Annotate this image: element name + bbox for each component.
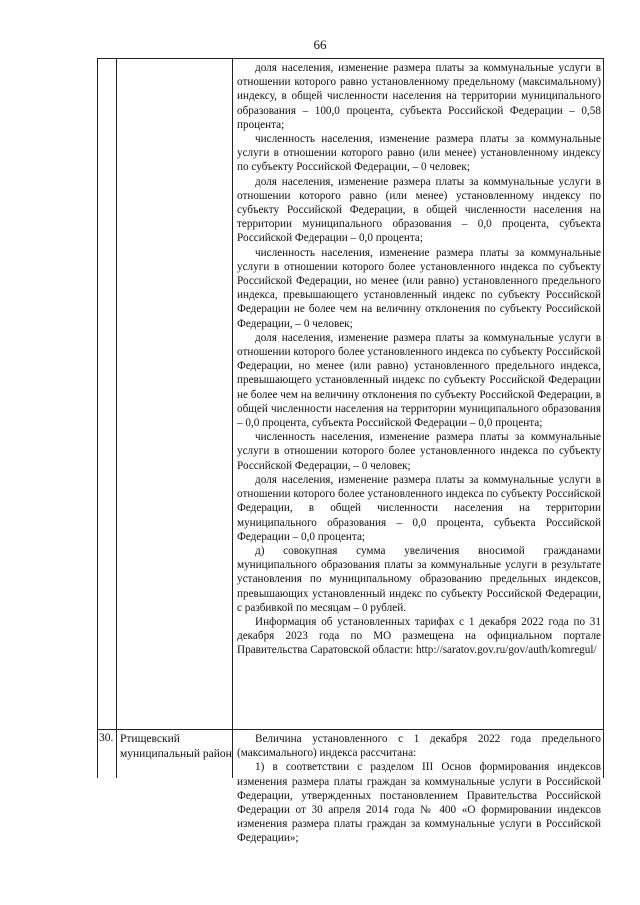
paragraph: доля населения, изменение размера платы за коммунальные услуги в отношении которого более установленного индекса по субъекту Российской Федерации, в общей численности населения на территории муниципального образования – 0,0 процента, субъекта Российской Федерации – 0,0 процента; — [237, 473, 601, 543]
row1-text — [237, 61, 601, 658]
paragraph: Информация об установленных тарифах с 1 декабря 2022 года по 31 декабря 2023 года по МО размещена на официальном портале Правительства Саратовской области: http://saratov.gov.ru/gov/auth/komregul/ — [237, 615, 601, 657]
municipality-name: Ртищевский муниципальный район — [120, 733, 232, 760]
paragraph: 1) в соответствии с разделом III Основ формирования индексов изменения размера платы граждан за коммунальные услуги в Российской Федерации, утвержденных постановлением Правительства Российской Федерации от 30 апреля 2014 года № 400 «О формировании индексов изменения размера платы граждан за коммунальные услуги в Российской Федерации»; — [237, 761, 601, 845]
paragraph: д) совокупная сумма увеличения вносимой гражданами муниципального образования платы за коммунальные услуги в результате установления по муниципальному образованию предельных индексов, превышающих установленный индекс по субъекту Российской Федерации, с разбивкой по месяцам – 0 рублей. — [237, 544, 601, 614]
row2-text — [237, 732, 601, 846]
paragraph: доля населения, изменение размера платы за коммунальные услуги в отношении которого равно установленному предельному (максимальному) индексу, в общей численности населения на территории муниципального образования – 100,0 процента, субъекта Российской Федерации – 0,58 процента; — [237, 62, 601, 131]
column-number — [98, 59, 117, 778]
row-number: 30. — [99, 732, 114, 744]
page-number: 66 — [313, 37, 327, 52]
paragraph: численность населения, изменение размера платы за коммунальные услуги в отношении которого более установленного индекса по субъекту Российской Федерации, но менее (или равно) установленного предельного индекса, превышающего установленный индекс по субъекту Российской Федерации не более чем на величину отклонения по субъекту Российской Федерации, – 0 человек; — [237, 246, 601, 330]
paragraph: Величина установленного с 1 декабря 2022 года предельного (максимального) индекса рассчитана: — [237, 733, 601, 760]
paragraph: доля населения, изменение размера платы за коммунальные услуги в отношении которого более установленного индекса по субъекту Российской Федерации, но менее (или равно) установленного предельного индекса, превышающего установленный индекс по субъекту Российской Федерации не более чем на величину отклонения по субъекту Российской Федерации, в общей численности населения на территории муниципального образования – 0,0 процента, субъекта Российской Федерации – 0,0 процента; — [237, 331, 601, 430]
column-description — [233, 59, 605, 845]
paragraph: доля населения, изменение размера платы за коммунальные услуги в отношении которого равно (или менее) установленному индексу по субъекту Российской Федерации, в общей численности населения на территории муниципального образования – 0,0 процента, субъекта Российской Федерации – 0,0 процента; — [237, 175, 601, 245]
document-table — [97, 58, 604, 845]
paragraph: численность населения, изменение размера платы за коммунальные услуги в отношении которого равно (или менее) установленному индексу по субъекту Российской Федерации, – 0 человек; — [237, 133, 601, 174]
paragraph: численность населения, изменение размера платы за коммунальные услуги в отношении которого более установленного индекса по субъекту Российской Федерации, – 0 человек; — [237, 431, 601, 472]
